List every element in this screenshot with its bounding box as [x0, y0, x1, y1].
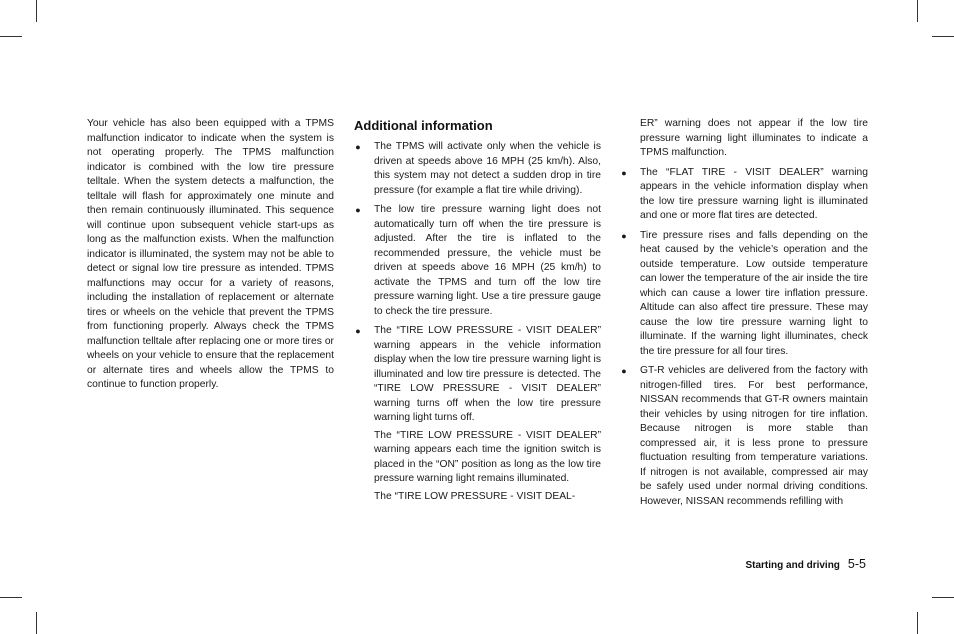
list-item-text: The low tire pressure warning light does not automatically turn off when the tire pressure is adjusted. After the tire is inflated to the recommended pressure, the vehicle must be driven at speeds above 16 MPH (25 km/h) to activate the TPMS and turn off the low tire pressure warning light. Use a tire pressure gauge to check the tire pressure.	[374, 204, 601, 317]
list-item	[620, 364, 868, 509]
bullet-list	[620, 166, 868, 510]
footer-section-title: Starting and driving	[745, 560, 840, 571]
page-number: 5-5	[847, 557, 866, 571]
crop-mark	[0, 597, 22, 598]
list-item-text: GT-R vehicles are delivered from the factory with nitrogen-filled tires. For best performance, NISSAN recommends that GT-R owners maintain their vehicles by using nitrogen for tire inflation. Because nitrogen is more stable than compressed air, it is less prone to pressure fluctuation resulting from temperature variations. If nitrogen is not available, compressed air may be safely used under normal driving conditions. However, NISSAN recommends refilling with	[640, 365, 868, 507]
list-item-text-continued: The “TIRE LOW PRESSURE - VISIT DEALER” warning appears each time the ignition switch is placed in the “ON” position as long as the low tire pressure warning light remains illuminated.	[374, 429, 601, 484]
crop-mark	[0, 36, 22, 37]
crop-mark	[932, 36, 954, 37]
tpms-malfunction-paragraph: Your vehicle has also been equipped with a TPMS malfunction indicator to indicate when the system is not operating properly. The TPMS malfunction indicator is combined with the low tire pressure telltale. When the system detects a malfunction, the telltale will flash for approximately one minute and then remain continuously illuminated. This sequence will continue upon subsequent vehicle start-ups as long as the malfunction exists. When the malfunction indicator is illuminated, the system may not be able to detect or signal low tire pressure as intended. TPMS malfunctions may occur for a variety of reasons, including the installation of replacement or alternate tires or wheels on the vehicle that prevent the TPMS from functioning properly. Always check the TPMS malfunction telltale after replacing one or more tires or wheels on your vehicle to ensure that the replacement or alternate tires and wheels allow the TPMS to continue to function properly.	[87, 118, 334, 390]
crop-mark	[917, 612, 918, 634]
list-item-text-continued: The “TIRE LOW PRESSURE - VISIT DEAL-	[374, 490, 576, 502]
bullet-icon: ●	[355, 326, 361, 336]
list-item	[354, 203, 601, 319]
list-item	[354, 324, 601, 504]
crop-mark	[36, 0, 37, 22]
list-item-text: The “TIRE LOW PRESSURE - VISIT DEALER” warning appears in the vehicle information display when the low tire pressure warning light is illuminated and low tire pressure is detected. The “TIRE LOW PRESSURE - VISIT DEALER” warning turns off when the low tire pressure warning light turns off.	[374, 325, 601, 423]
column-right	[620, 117, 868, 514]
continued-text: ER” warning does not appear if the low tire pressure warning light illuminates to indicate a TPMS malfunction.	[640, 118, 868, 158]
bullet-list	[354, 140, 601, 504]
list-item-text: The “FLAT TIRE - VISIT DEALER” warning appears in the vehicle information display when the low tire pressure warning light is illuminated and one or more flat tires are detected.	[640, 166, 868, 221]
column-left	[87, 117, 334, 393]
list-item	[354, 140, 601, 198]
crop-mark	[932, 597, 954, 598]
bullet-icon: ●	[621, 366, 627, 376]
bullet-icon: ●	[355, 142, 361, 152]
list-item	[620, 229, 868, 360]
section-heading: Additional information	[354, 118, 493, 133]
bullet-icon: ●	[621, 230, 627, 241]
column-middle	[354, 117, 601, 509]
page-footer	[745, 557, 866, 571]
crop-mark	[917, 0, 918, 22]
bullet-icon: ●	[355, 205, 361, 215]
list-item	[620, 166, 868, 224]
list-item-text: The TPMS will activate only when the vehicle is driven at speeds above 16 MPH (25 km/h). Also, this system may not detect a sudden drop in tire pressure (for example a flat tire while driving).	[374, 141, 601, 196]
crop-mark	[36, 612, 37, 634]
bullet-icon: ●	[621, 167, 627, 178]
list-item-text: Tire pressure rises and falls depending on the heat caused by the vehicle’s operation and the outside temperature. Low outside temperature can lower the temperature of the air inside the tire which can cause a lower tire inflation pressure. Altitude can also affect tire pressure. These may cause the low tire pressure warning light to illuminate. If the warning light illuminates, check the tire pressure for all four tires.	[640, 229, 868, 357]
